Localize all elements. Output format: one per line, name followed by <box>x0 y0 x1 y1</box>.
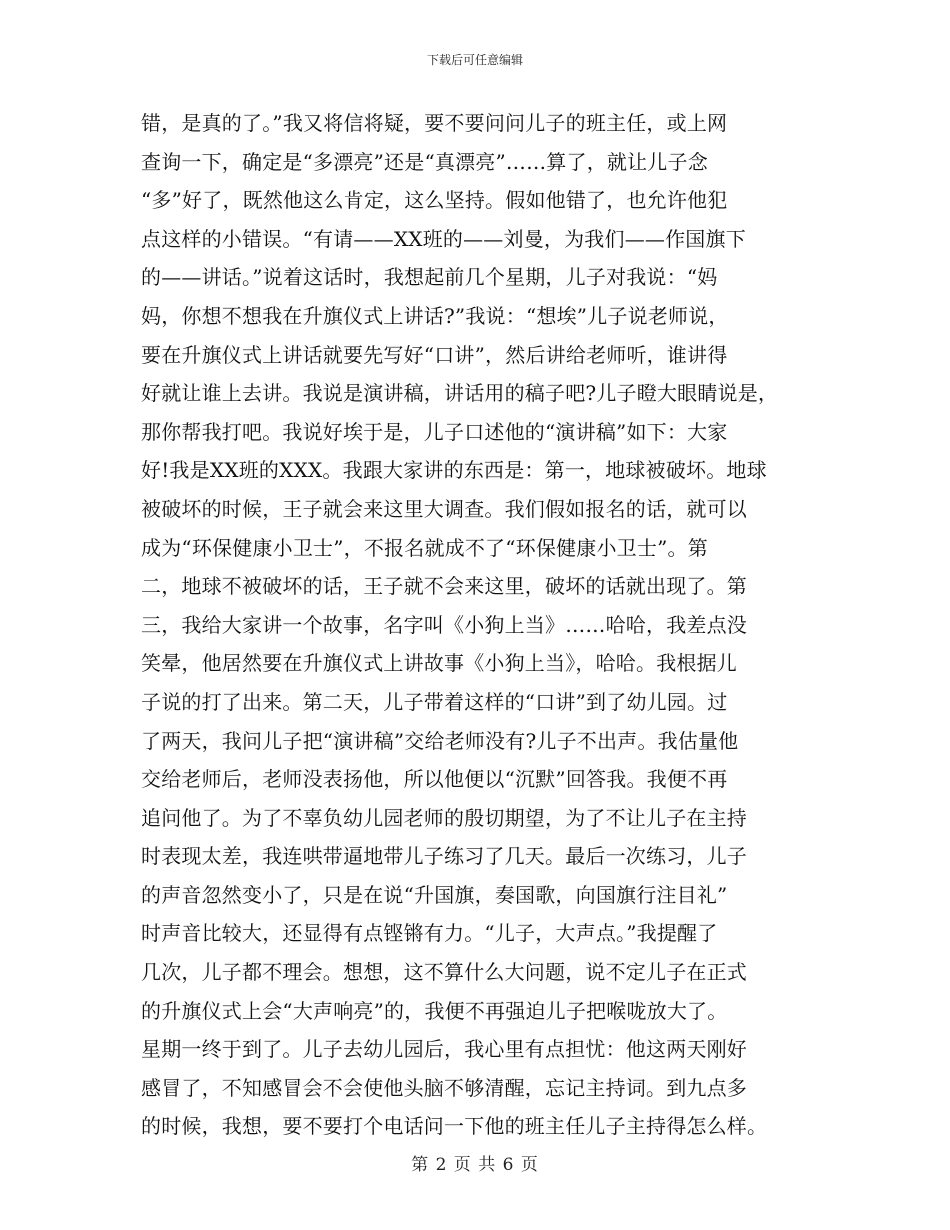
text-line: 三，我给大家讲一个故事，名字叫《小狗上当》……哈哈，我差点没 <box>141 612 747 637</box>
text-line: “多”好了，既然他这么肯定，这么坚持。假如他错了，也允许他犯 <box>141 188 728 213</box>
text-line: 的——讲话。”说着这话时，我想起前几个星期，儿子对我说：“妈 <box>141 265 718 290</box>
text-line: 错，是真的了。”我又将信将疑，要不要问问儿子的班主任，或上网 <box>141 111 728 135</box>
text-line: 时表现太差，我连哄带逼地带儿子练习了几天。最后一次练习，儿子 <box>141 844 747 869</box>
text-line: 二，地球不被破坏的话，王子就不会来这里，破坏的话就出现了。第 <box>141 574 747 599</box>
text-line: 了两天，我问儿子把“演讲稿”交给老师没有?儿子不出声。我估量他 <box>141 728 739 753</box>
text-line: 星期一终于到了。儿子去幼儿园后，我心里有点担忧：他这两天刚好 <box>141 1037 747 1062</box>
page-number-footer: 第 2 页 共 6 页 <box>411 1155 539 1175</box>
text-line: 要在升旗仪式上讲话就要先写好“口讲”，然后讲给老师听，谁讲得 <box>141 342 728 367</box>
page-header: 下载后可任意编辑 <box>426 53 523 67</box>
text-line: 的升旗仪式上会“大声响亮”的，我便不再强迫儿子把喉咙放大了。 <box>141 998 728 1023</box>
text-line: 的时候，我想，要不要打个电话问一下他的班主任儿子主持得怎么样。 <box>141 1114 768 1139</box>
text-line: 好!我是XX班的XXX。我跟大家讲的东西是：第一，地球被破坏。地球 <box>141 458 767 483</box>
document-body <box>141 104 821 1146</box>
text-line: 点这样的小错误。“有请——XX班的——刘曼，为我们——作国旗下 <box>141 226 746 251</box>
text-line: 子说的打了出来。第二天，儿子带着这样的“口讲”到了幼儿园。过 <box>141 689 728 714</box>
text-line: 妈，你想不想我在升旗仪式上讲话?”我说：“想埃”儿子说老师说， <box>141 303 729 328</box>
text-line: 追问他了。为了不辜负幼儿园老师的殷切期望，为了不让儿子在主持 <box>141 805 747 830</box>
text-line: 查询一下，确定是“多漂亮”还是“真漂亮”……算了，就让儿子念 <box>141 149 708 174</box>
text-line: 成为“环保健康小卫士”，不报名就成不了“环保健康小卫士”。第 <box>141 535 708 560</box>
text-line: 交给老师后，老师没表扬他，所以他便以“沉默”回答我。我便不再 <box>141 767 728 792</box>
text-line: 笑晕，他居然要在升旗仪式上讲故事《小狗上当》，哈哈。我根据儿 <box>141 651 737 676</box>
text-line: 好就让谁上去讲。我说是演讲稿，讲话用的稿子吧?儿子瞪大眼睛说是， <box>141 381 779 406</box>
text-line: 几次，儿子都不理会。想想，这不算什么大问题，说不定儿子在正式 <box>141 960 747 985</box>
text-line: 时声音比较大，还显得有点铿锵有力。“儿子，大声点。”我提醒了 <box>141 921 718 946</box>
text-line: 的声音忽然变小了，只是在说“升国旗，奏国歌，向国旗行注目礼” <box>141 882 728 907</box>
text-line: 感冒了，不知感冒会不会使他头脑不够清醒，忘记主持词。到九点多 <box>141 1075 747 1100</box>
text-line: 被破坏的时候，王子就会来这里大调查。我们假如报名的话，就可以 <box>141 496 747 521</box>
text-line: 那你帮我打吧。我说好埃于是，儿子口述他的“演讲稿”如下：大家 <box>141 419 728 444</box>
